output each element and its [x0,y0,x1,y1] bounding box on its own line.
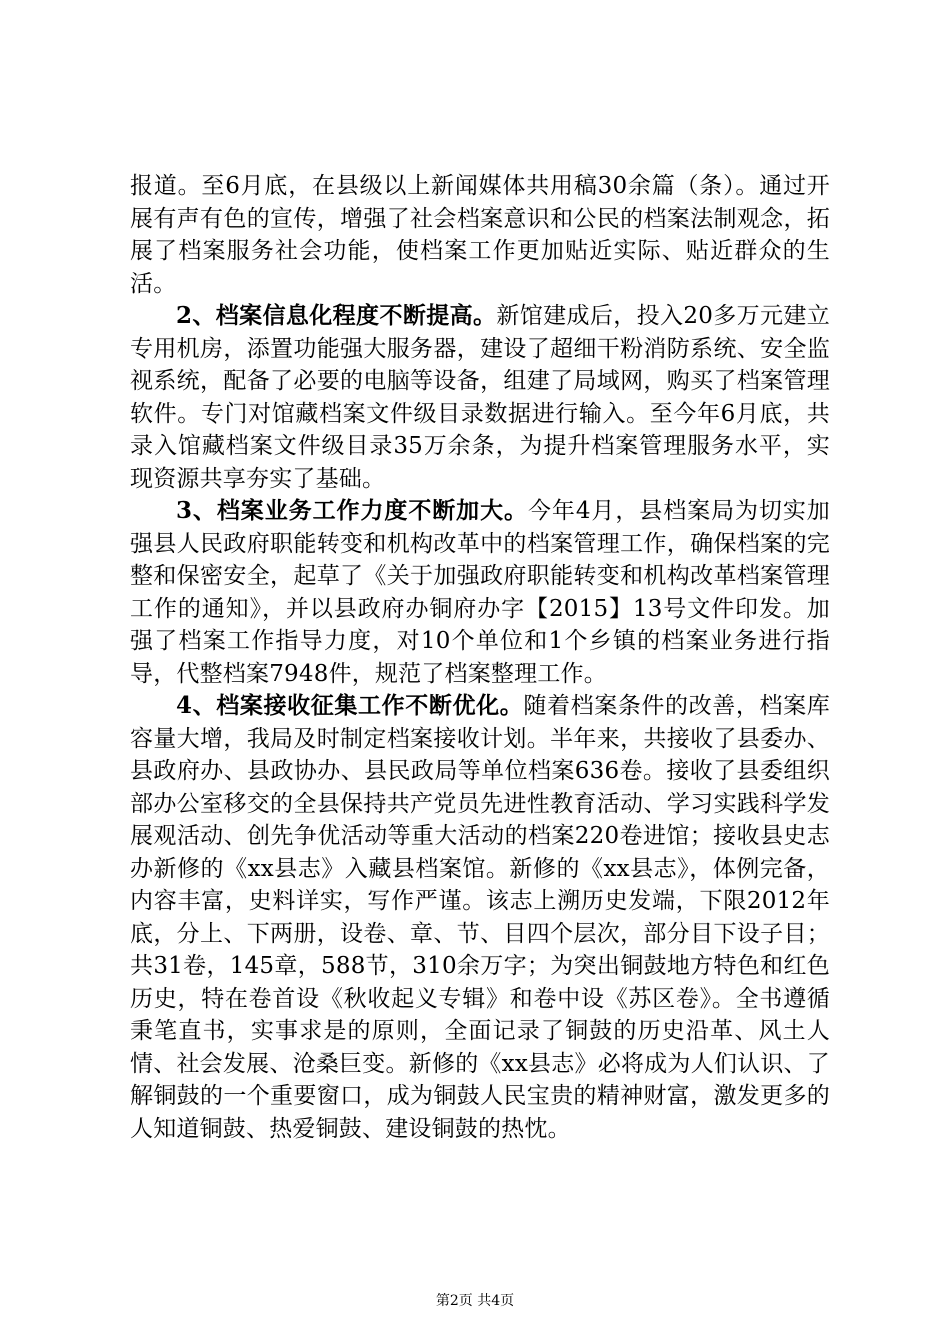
paragraph-business-work [130,495,830,690]
paragraph-text: 报道。至6月底，在县级以上新闻媒体共用稿30余篇（条）。通过开展有声有色的宣传，增强了社会档案意识和公民的档案法制观念，拓展了档案服务社会功能，使档案工作更加贴近实际、贴近群众的生活。 [130,173,830,297]
paragraph-heading: 2、档案信息化程度不断提高。 [176,302,497,329]
page-number-footer: 第2页 共4页 [435,1293,515,1309]
paragraph-continuation [130,170,830,300]
paragraph-heading: 4、档案接收征集工作不断优化。 [176,692,524,719]
document-body [130,170,830,1145]
paragraph-text: 新馆建成后，投入20多万元建立专用机房，添置功能强大服务器，建设了超细干粉消防系统、安全监视系统，配备了必要的电脑等设备，组建了局域网，购买了档案管理软件。专门对馆藏档案文件级目录数据进行输入。至今年6月底，共录入馆藏档案文件级目录35万余条，为提升档案管理服务水平，实现资源共享夯实了基础。 [130,303,830,492]
paragraph-heading: 3、档案业务工作力度不断加大。 [176,497,528,524]
paragraph-informatization [130,300,830,495]
paragraph-text: 随着档案条件的改善，档案库容量大增，我局及时制定档案接收计划。半年来，共接收了县委办、县政府办、县政协办、县民政局等单位档案636卷。接收了县委组织部办公室移交的全县保持共产党员先进性教育活动、学习实践科学发展观活动、创先争优活动等重大活动的档案220卷进馆；接收县史志办新修的《xx县志》入藏县档案馆。新修的《xx县志》，体例完备，内容丰富，史料详实，写作严谨。该志上溯历史发端，下限2012年底，分上、下两册，设卷、章、节、目四个层次，部分目下设子目；共31卷，145章，588节，310余万字；为突出铜鼓地方特色和红色历史，特在卷首设《秋收起义专辑》和卷中设《苏区卷》。全书遵循秉笔直书，实事求是的原则，全面记录了铜鼓的历史沿革、风土人情、社会发展、沧桑巨变。新修的《xx县志》必将成为人们认识、了解铜鼓的一个重要窗口，成为铜鼓人民宝贵的精神财富，激发更多的人知道铜鼓、热爱铜鼓、建设铜鼓的热忱。 [130,693,830,1142]
paragraph-collection [130,690,830,1145]
paragraph-text: 今年4月，县档案局为切实加强县人民政府职能转变和机构改革中的档案管理工作，确保档案的完整和保密安全，起草了《关于加强政府职能转变和机构改革档案管理工作的通知》，并以县政府办铜府办字【2015】13号文件印发。加强了档案工作指导力度，对10个单位和1个乡镇的档案业务进行指导，代整档案7948件，规范了档案整理工作。 [130,498,830,687]
